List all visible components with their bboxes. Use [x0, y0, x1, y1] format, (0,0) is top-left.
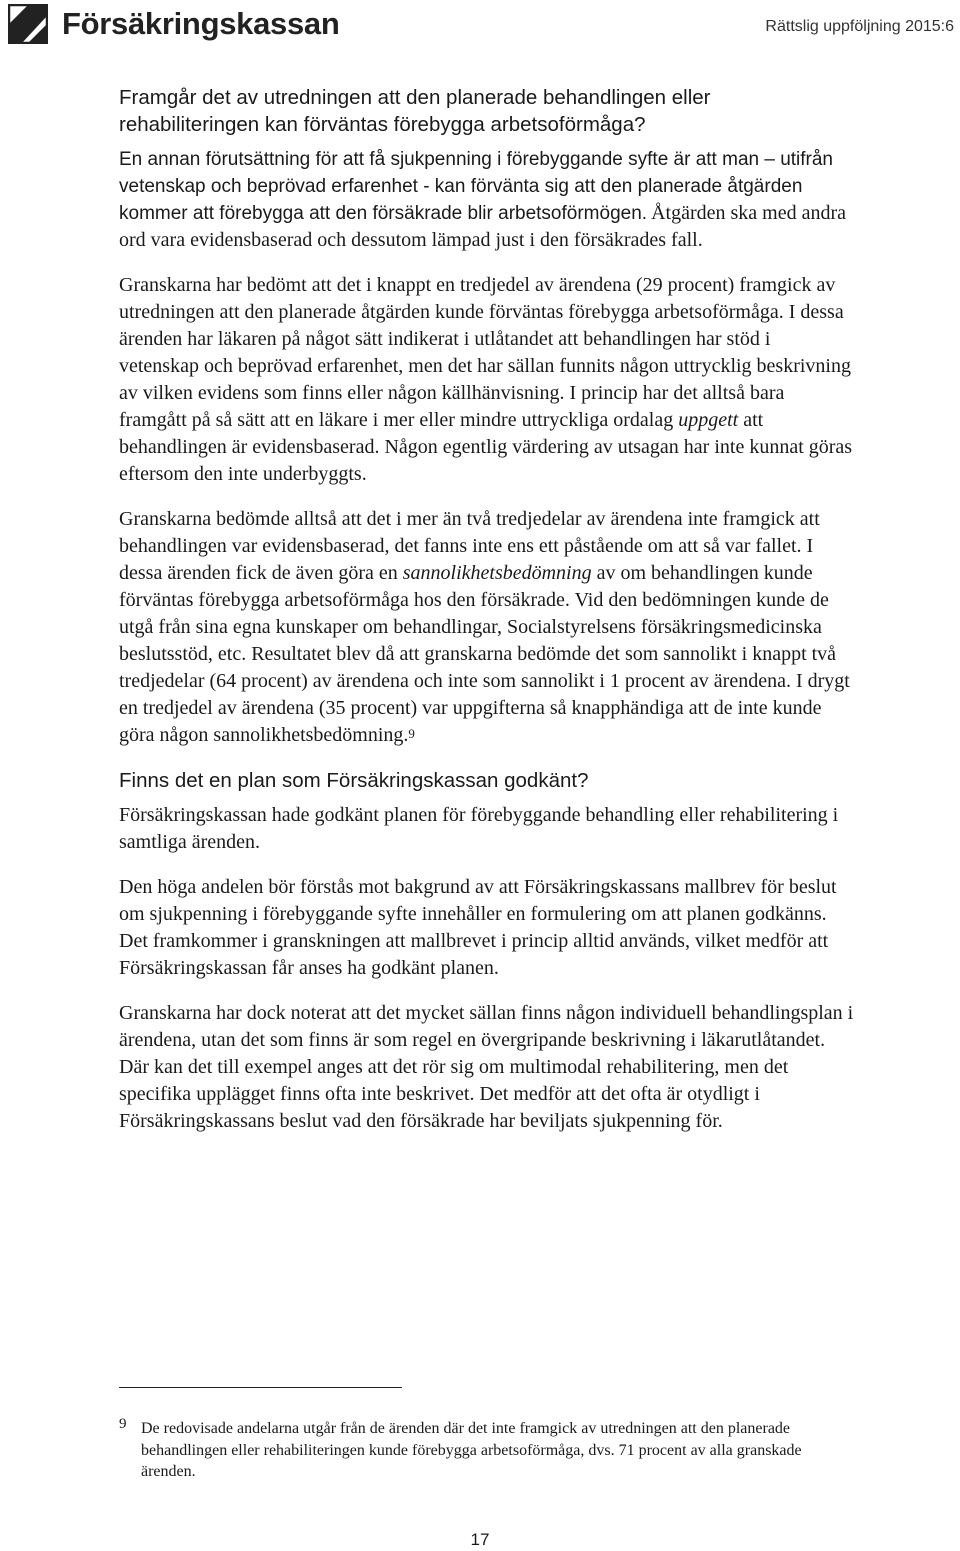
paragraph [119, 506, 854, 749]
footnote [119, 1418, 854, 1483]
page-number: 17 [470, 1530, 490, 1549]
paragraph-text: Granskarna har bedömt att det i knappt en tredjedel av ärendena (29 procent) framgick av utredningen att den planerade åtgärden kunde förväntas förebygga arbetsoförmåga. I dessa ärenden har läkaren på något sätt indikerat i utlåtandet att behandlingen har stöd i vetenskap och beprövad erfarenhet, men det har sällan funnits någon uttrycklig beskrivning av vilken evidens som finns eller någon källhänvisning. I princip har det alltså bara framgått på så sätt att en läkare i mer eller mindre uttryckliga ordalag [119, 274, 851, 431]
footnote-reference[interactable]: 9 [408, 726, 415, 741]
section-question-heading: Framgår det av utredningen att den planerade behandlingen eller rehabiliteringen kan förväntas förebygga arbetsoförmåga? [119, 86, 711, 136]
paragraph-text: att behandlingen är evidensbaserad. Någon egentlig värdering av utsagan har inte kunnat göras eftersom den inte underbyggts. [119, 409, 853, 485]
emphasis-text: sannolikhetsbedömning [402, 562, 592, 584]
paragraph-text: av om behandlingen kunde förväntas förebygga arbetsoförmåga hos den försäkrade. Vid den bedömningen kunde de utgå från sina egna kunskaper om behandlingar, Socialstyrelsens försäkringsmedicinska beslutsstöd, etc. Resultatet blev då att granskarna bedömde det som sannolikt i knappt två tredjedelar (64 procent) av ärendena och inte som sannolikt i 1 procent av ärendena. I drygt en tredjedel av ärendena (35 procent) var uppgifterna så knapphändiga att de inte kunde göra någon sannolikhetsbedömning. [119, 562, 850, 746]
paragraph-text: Granskarna bedömde alltså att det i mer än två tredjedelar av ärendena inte framgick att behandlingen var evidensbaserad, det fanns inte ens ett påstående om att så var fallet. I dessa ärenden fick de även göra en [119, 508, 820, 584]
footnote-divider [119, 1387, 402, 1388]
document-body [119, 84, 854, 1135]
paragraph-sans-part: En annan förutsättning för att få sjukpenning i förebyggande syfte är att man – utifrån vetenskap och beprövad erfarenhet - kan förvänta sig att den planerade åtgärden kommer att förebygga att den försäkrade blir arbetsoförmögen. [119, 149, 834, 224]
running-head: Rättslig uppföljning 2015:6 [765, 18, 954, 35]
section-question-heading: Finns det en plan som Försäkringskassan godkänt? [119, 769, 589, 792]
paragraph: Försäkringskassan hade godkänt planen för förebyggande behandling eller rehabilitering i samtliga ärenden. [119, 804, 839, 853]
page-header [0, 0, 960, 56]
paragraph [119, 272, 854, 488]
paragraph: Granskarna har dock noterat att det mycket sällan finns någon individuell behandlingsplan i ärendena, utan det som finns är som regel en övergripande beskrivning i läkarutlåtandet. Där kan det till exempel anges att det rör sig om multimodal rehabilitering, men det specifika upplägget finns ofta inte beskrivet. Det medför att det ofta är otydligt i Försäkringskassans beslut vad den försäkrade har beviljats sjukpenning för. [119, 1002, 854, 1132]
paragraph-serif-part: Åtgärden ska med andra ord vara evidensbaserad och dessutom lämpad just i den försäkrades fall. [119, 202, 846, 251]
paragraph [119, 146, 854, 254]
footnote-number: 9 [119, 1416, 127, 1432]
emphasis-text: uppgett [678, 409, 739, 431]
paragraph: Den höga andelen bör förstås mot bakgrund av att Försäkringskassans mallbrev för beslut om sjukpenning i förebyggande syfte innehåller en formulering om att planen godkänns. Det framkommer i granskningen att mallbrevet i princip alltid används, vilket medför att Försäkringskassan får anses ha godkänt planen. [119, 876, 837, 979]
footnote-text: De redovisade andelarna utgår från de ärenden där det inte framgick av utredningen att den planerade behandlingen eller rehabiliteringen kunde förebygga arbetsoförmåga, dvs. 71 procent av alla granskade ärenden. [141, 1420, 802, 1480]
logo-wordmark: Försäkringskassan [62, 6, 340, 41]
forsakringskassan-logo-icon [8, 4, 48, 44]
